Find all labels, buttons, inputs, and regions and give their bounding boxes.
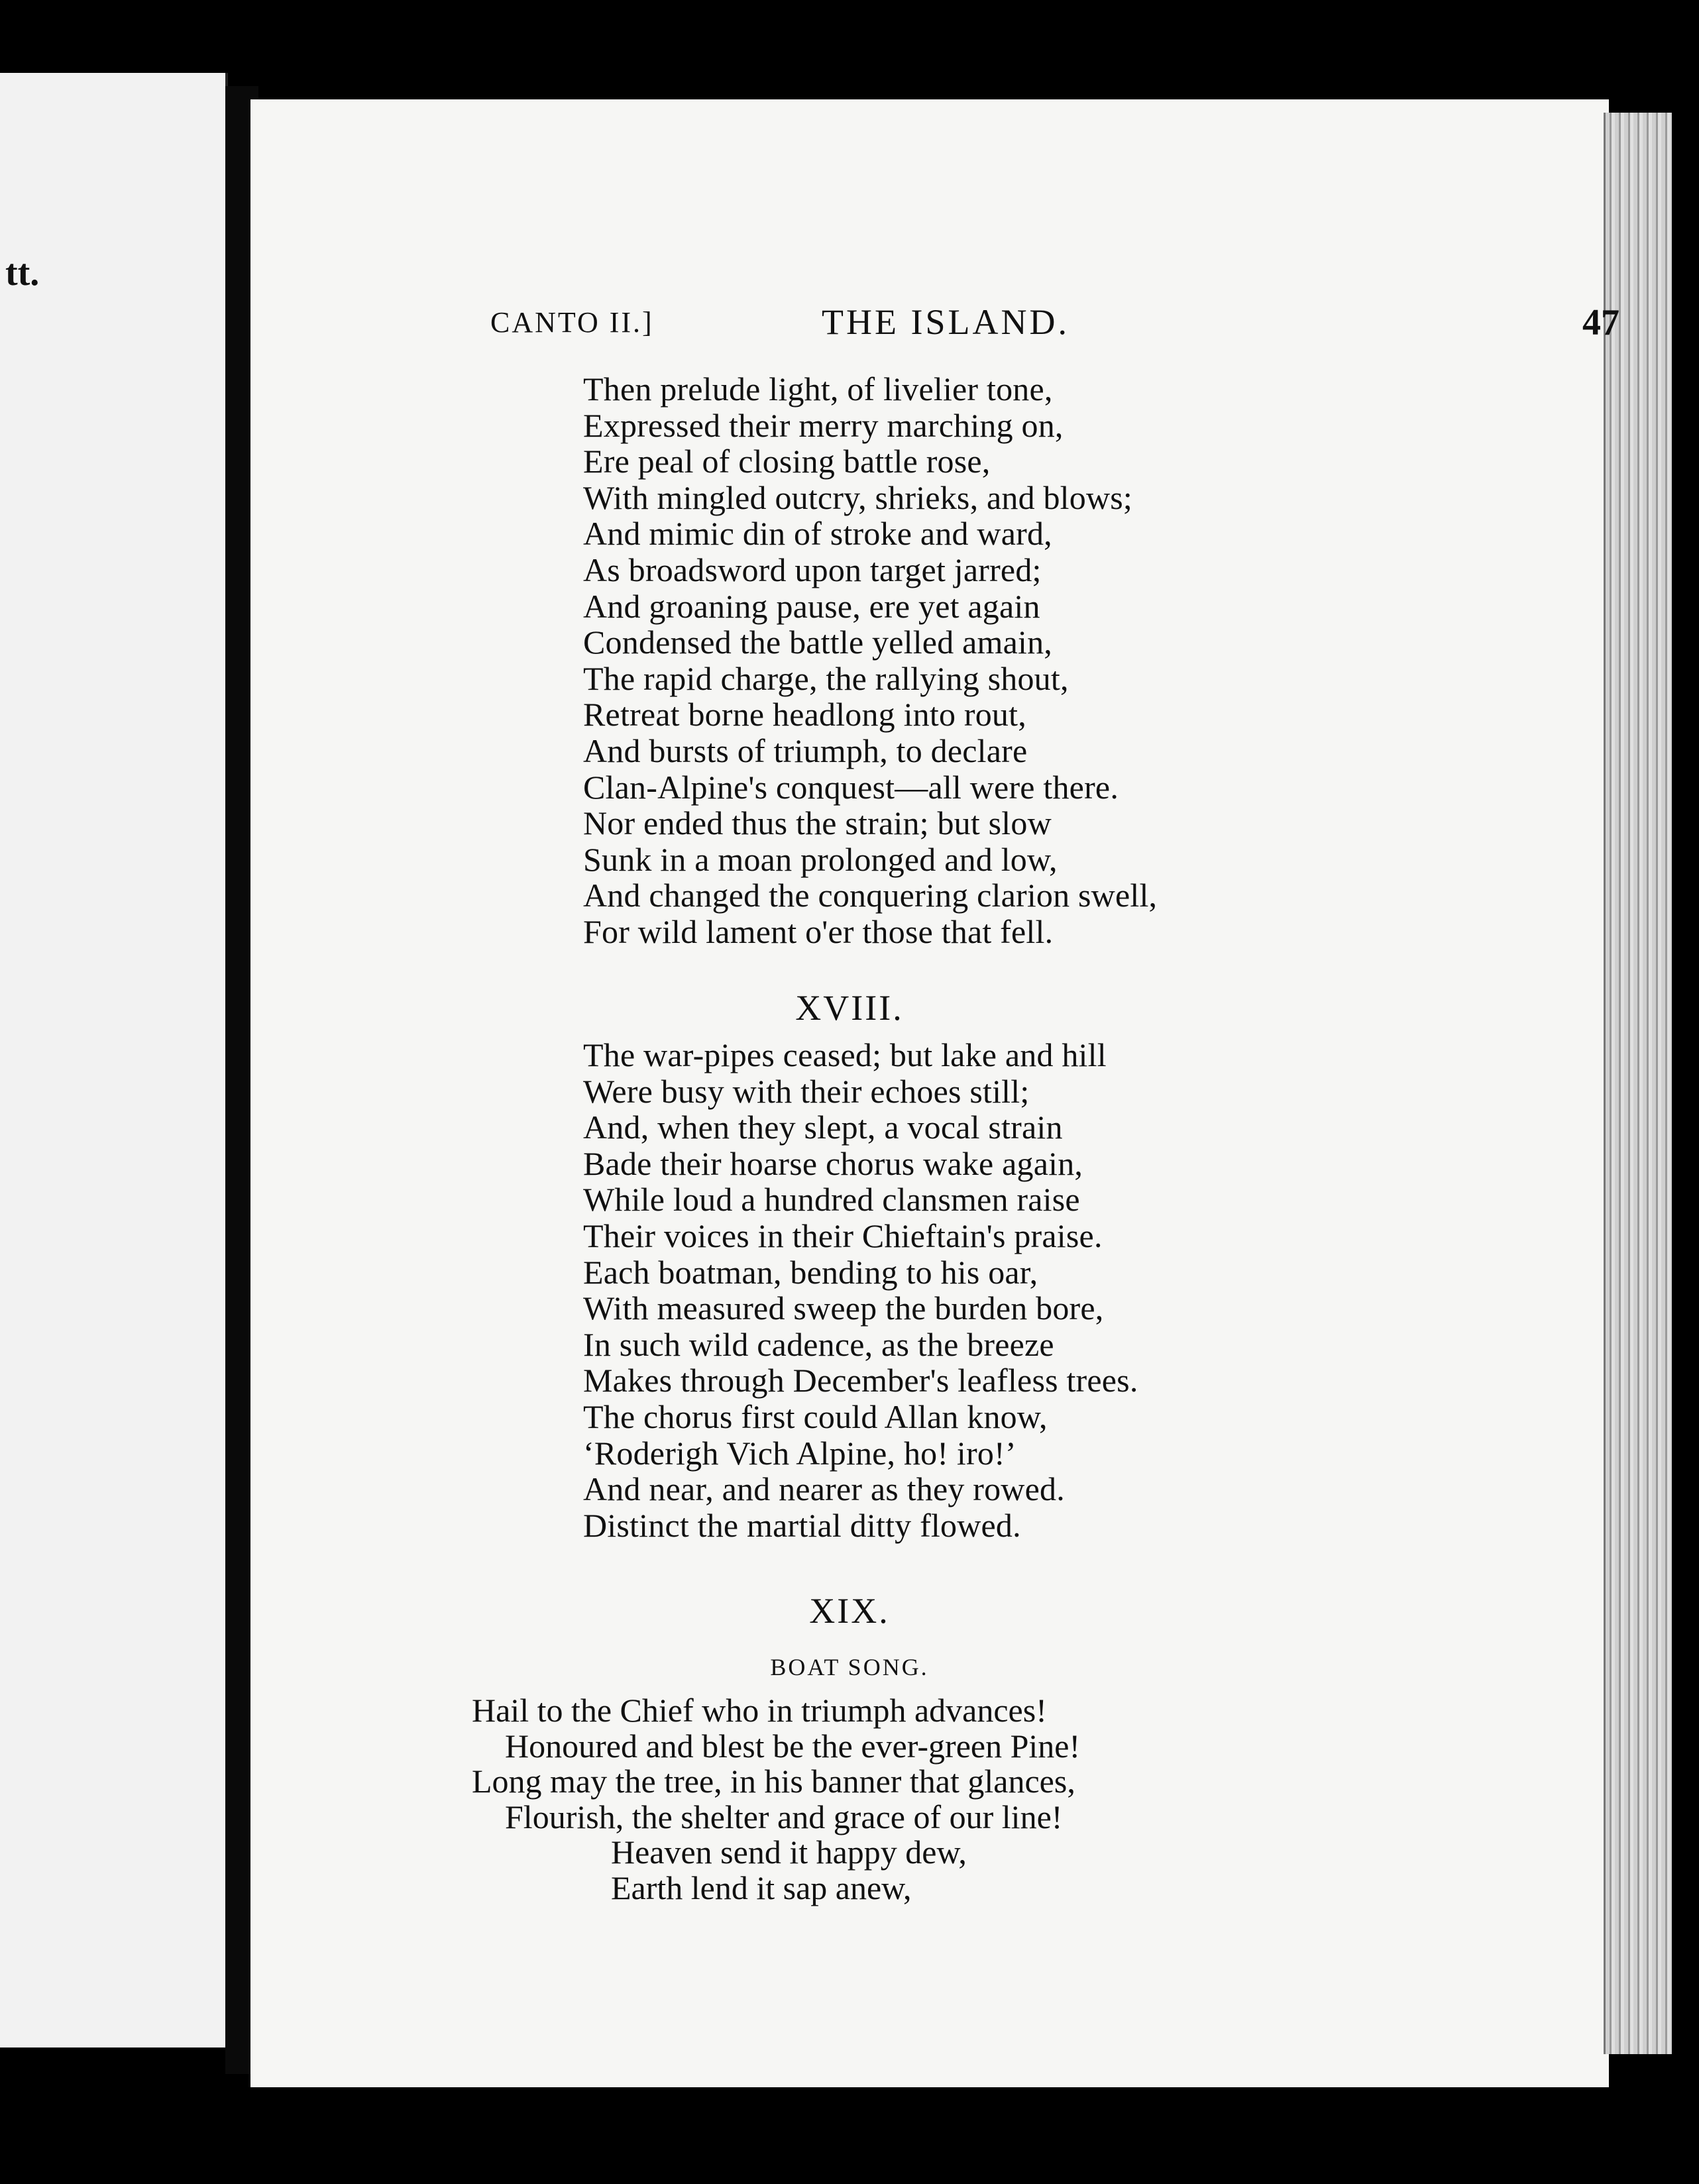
verse-line: ‘Roderigh Vich Alpine, ho! iro!’ [583, 1434, 1016, 1472]
verse-line: Were busy with their echoes still; [583, 1072, 1030, 1110]
song-line: Honoured and blest be the ever-green Pine! [505, 1727, 1081, 1765]
verse-line: Each boatman, bending to his oar, [583, 1253, 1038, 1291]
verse-line: Sunk in a moan prolonged and low, [583, 840, 1058, 878]
song-line: Heaven send it happy dew, [611, 1833, 967, 1871]
song-line: Flourish, the shelter and grace of our line! [505, 1798, 1063, 1835]
song-title: BOAT SONG. [770, 1654, 929, 1680]
verse-line: Then prelude light, of livelier tone, [583, 370, 1053, 408]
stanza-xix-boat-song [472, 1693, 1080, 1906]
verse-line: And changed the conquering clarion swell, [583, 877, 1158, 914]
verse-line: With mingled outcry, shrieks, and blows; [583, 478, 1133, 516]
verse-line: And groaning pause, ere yet again [583, 587, 1040, 625]
verse-line: Expressed their merry marching on, [583, 406, 1064, 444]
verse-line: For wild lament o'er those that fell. [583, 912, 1054, 950]
verse-line: Retreat borne headlong into rout, [583, 696, 1026, 734]
stanza-number-xviii: XVIII. [795, 988, 904, 1028]
stanza-number-xix: XIX. [809, 1591, 890, 1631]
canto-label: CANTO II.] [490, 306, 654, 339]
verse-line: Ere peal of closing battle rose, [583, 443, 991, 480]
song-line: Hail to the Chief who in triumph advances! [472, 1692, 1047, 1729]
verse-line: While loud a hundred clansmen raise [583, 1181, 1080, 1219]
verse-line: And bursts of triumph, to declare [583, 732, 1028, 769]
verse-line: Condensed the battle yelled amain, [583, 624, 1052, 661]
verse-line: With measured sweep the burden bore, [583, 1289, 1104, 1327]
verse-line: The rapid charge, the rallying shout, [583, 659, 1069, 697]
song-line: Earth lend it sap anew, [611, 1869, 912, 1906]
verse-line: And, when they slept, a vocal strain [583, 1109, 1063, 1146]
page-fore-edge [1604, 113, 1672, 2054]
verse-line: As broadsword upon target jarred; [583, 551, 1042, 588]
facing-page-fragment: tt. [5, 252, 40, 294]
stanza-xviii [583, 1037, 1138, 1543]
running-title: THE ISLAND. [822, 302, 1069, 342]
song-line: Long may the tree, in his banner that glances, [472, 1763, 1075, 1800]
verse-line: The war-pipes ceased; but lake and hill [583, 1036, 1107, 1073]
verse-line: In such wild cadence, as the breeze [583, 1325, 1054, 1363]
verse-line: And mimic din of stroke and ward, [583, 515, 1052, 553]
verse-line: Their voices in their Chieftain's praise. [583, 1217, 1103, 1254]
facing-page [0, 73, 228, 2048]
verse-line: And near, and nearer as they rowed. [583, 1470, 1065, 1508]
verse-line: Makes through December's leafless trees. [583, 1362, 1138, 1399]
stanza-xvii-continuation [583, 371, 1157, 950]
verse-line: Clan-Alpine's conquest—all were there. [583, 768, 1119, 806]
verse-line: Distinct the martial ditty flowed. [583, 1506, 1021, 1544]
verse-line: Bade their hoarse chorus wake again, [583, 1144, 1083, 1182]
page-number: 47 [1582, 302, 1619, 343]
verse-line: The chorus first could Allan know, [583, 1397, 1048, 1435]
verse-line: Nor ended thus the strain; but slow [583, 804, 1052, 842]
running-header [490, 301, 1619, 348]
